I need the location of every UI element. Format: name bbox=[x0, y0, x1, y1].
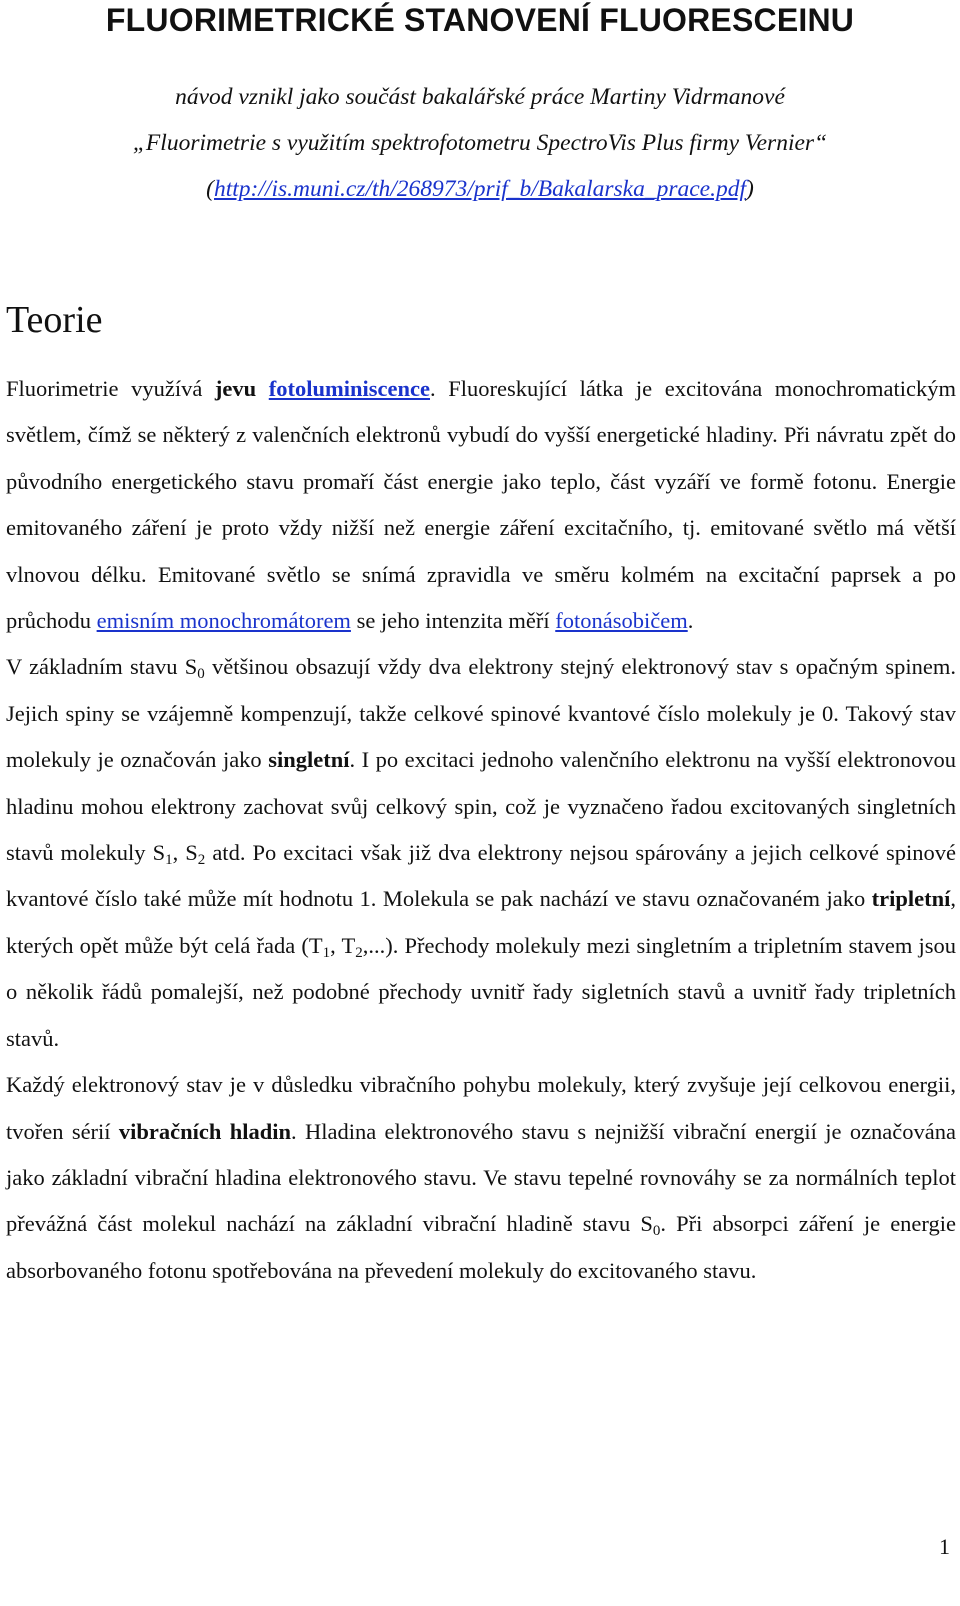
paragraph-3 bbox=[6, 1062, 956, 1294]
text-run: . bbox=[687, 608, 694, 634]
text-run: ,...). Přechody molekuly mezi singletním a tripletním stavem jsou o několik řádů pomalejší, než podobné přechody uvnitř řady sigletních stavů a uvnitř řady tripletních stavů. bbox=[6, 932, 956, 1051]
text-run: , S bbox=[172, 840, 198, 866]
paren-close: ) bbox=[746, 176, 754, 202]
paragraph-2 bbox=[6, 644, 956, 1062]
section-heading-teorie: Teorie bbox=[6, 299, 103, 341]
subscript: 0 bbox=[197, 666, 205, 683]
bold-term-vibracni-hladiny: vibračních hladin bbox=[118, 1118, 292, 1144]
text-run: . Při absorpci záření je energie absorbovaného fotonu spotřebována na převedení molekuly do excitovaného stavu. bbox=[6, 1211, 956, 1283]
link-emisni-monochromator[interactable]: emisním monochromátorem bbox=[96, 608, 351, 634]
text-run: se jeho intenzita měří bbox=[350, 608, 556, 634]
paren-open: ( bbox=[206, 176, 214, 202]
body-text bbox=[6, 366, 956, 1294]
text-run: . Hladina elektronového stavu s nejnižší vibrační energií je označována jako základní vibrační hladina elektronového stavu. Ve stavu tepelné rovnováhy se za normálních teplot převážná část molekul nachází na základní vibrační hladině stavu S bbox=[6, 1118, 957, 1237]
text-run: . I po excitaci jednoho valenčního elektronu na vyšší elektronovou hladinu mohou elektrony zachovat svůj celkový spin, což je vyznačeno řadou excitovaných singletních stavů molekuly S bbox=[6, 747, 956, 866]
text-run: atd. Po excitaci však již dva elektrony nejsou spárovány a jejich celkové spinové kvantové číslo také může mít hodnotu 1. Molekula se pak nachází ve stavu označovaném jako bbox=[6, 840, 956, 912]
subtitle-block bbox=[0, 74, 960, 212]
text-run: , kterých opět může být celá řada (T bbox=[6, 886, 956, 958]
subtitle-line-2: „Fluorimetrie s využitím spektrofotometru SpectroVis Plus firmy Vernier“ bbox=[132, 130, 828, 156]
paragraph-1 bbox=[6, 366, 956, 644]
link-fotonasobic[interactable]: fotonásobičem bbox=[555, 608, 688, 634]
subscript: 1 bbox=[165, 852, 173, 869]
text-run: Každý elektronový stav je v důsledku vibračního pohybu molekuly, který zvyšuje její celkovou energii, tvořen sérií bbox=[6, 1072, 956, 1144]
text-run: . Fluoreskující látka je excitována monochromatickým světlem, čímž se některý z valenčních elektronů vybudí do vyšší energetické hladiny. Při návratu zpět do původního energetického stavu promaří část energie jako teplo, část vyzáří ve formě fotonu. Energie emitovaného záření je proto vždy nižší než energie záření excitačního, tj. emitované světlo má větší vlnovou délku. Emitované světlo se snímá zpravidla ve směru kolmém na excitační paprsek a po průchodu bbox=[6, 376, 956, 634]
text-run: V základním stavu S bbox=[6, 654, 198, 680]
bold-term-singletni: singletní bbox=[268, 747, 350, 773]
text-run: , T bbox=[330, 932, 356, 958]
subscript: 2 bbox=[355, 944, 363, 961]
subscript: 2 bbox=[197, 852, 206, 869]
subscript: 0 bbox=[652, 1223, 661, 1240]
bold-term-tripletni: tripletní bbox=[871, 886, 951, 912]
document-title: FLUORIMETRICKÉ STANOVENÍ FLUORESCEINU bbox=[105, 2, 855, 38]
page-number: 1 bbox=[939, 1534, 950, 1559]
text-run: většinou obsazují vždy dva elektrony stejný elektronový stav s opačným spinem. Jejich spiny se vzájemně kompenzují, takže celkové spinové kvantové číslo molekuly je 0. Takový stav molekuly je označován jako bbox=[6, 654, 956, 773]
text-run bbox=[256, 376, 269, 401]
subscript: 1 bbox=[322, 944, 331, 961]
bold-term-jevu: jevu bbox=[214, 376, 257, 401]
link-fotoluminiscence[interactable]: fotoluminiscence bbox=[268, 376, 430, 401]
thesis-pdf-link[interactable]: http://is.muni.cz/th/268973/prif_b/Bakalarska_prace.pdf bbox=[214, 176, 746, 202]
subtitle-line-1: návod vznikl jako součást bakalářské práce Martiny Vidrmanové bbox=[175, 84, 785, 110]
text-run: Fluorimetrie využívá bbox=[6, 376, 215, 401]
subtitle-line-3 bbox=[0, 166, 960, 212]
